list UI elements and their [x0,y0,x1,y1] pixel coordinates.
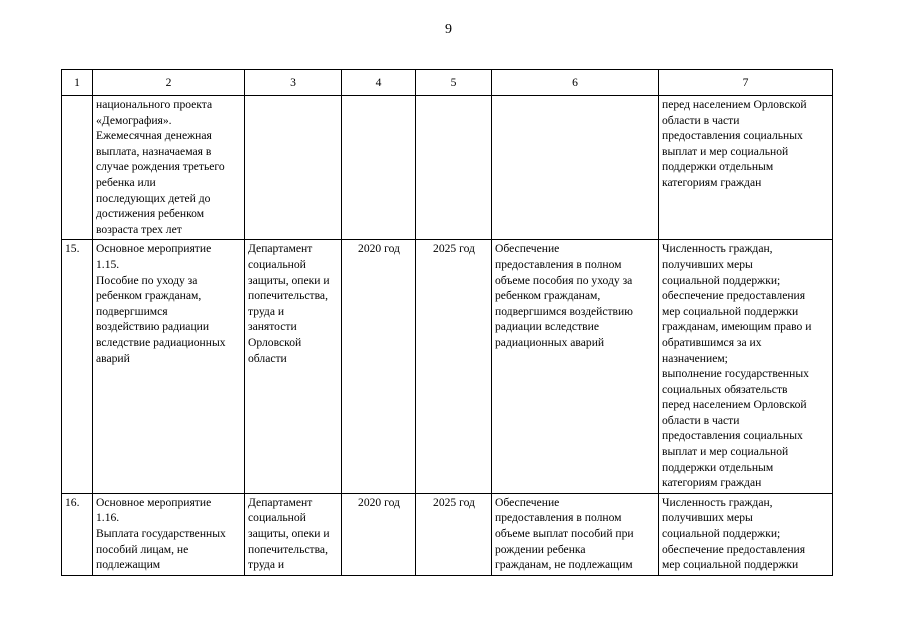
end-year-cell: 2025 год [416,240,492,494]
end-year-cell: 2025 год [416,493,492,575]
column-header: 7 [659,70,833,96]
indicator-cell: Численность граждан, получивших меры социальной поддержки; обеспечение предоставления мер социальной поддержки гражданам, имеющим право и обратившимся за их назначением; выполнение государственных социальных обязательств перед населением Орловской области в части предоставления социальных выплат и мер социальной поддержки отдельным категориям граждан [659,240,833,494]
executor-cell [245,96,342,240]
column-header: 6 [492,70,659,96]
start-year-cell: 2020 год [342,240,416,494]
end-year-cell [416,96,492,240]
indicator-cell: перед населением Орловской области в части предоставления социальных выплат и мер социальной поддержки отдельным категориям граждан [659,96,833,240]
table-header-row [62,70,833,96]
page-number: 9 [445,22,452,37]
column-header: 2 [93,70,245,96]
row-number-cell: 15. [62,240,93,494]
result-cell: Обеспечение предоставления в полном объеме пособия по уходу за ребенком гражданам, подвергшимся воздействию радиации вследствие радиационных аварий [492,240,659,494]
measures-table [61,69,833,576]
row-number-cell: 16. [62,493,93,575]
measure-cell: Основное мероприятие 1.16. Выплата государственных пособий лицам, не подлежащим [93,493,245,575]
table-row [62,240,833,494]
column-header: 1 [62,70,93,96]
column-header: 3 [245,70,342,96]
start-year-cell: 2020 год [342,493,416,575]
executor-cell: Департамент социальной защиты, опеки и попечительства, труда и занятости Орловской области [245,240,342,494]
measure-cell: национального проекта «Демография». Ежемесячная денежная выплата, назначаемая в случае рождения третьего ребенка или последующих детей до достижения ребенком возраста трех лет [93,96,245,240]
table-row [62,96,833,240]
column-header: 4 [342,70,416,96]
measure-cell: Основное мероприятие 1.15. Пособие по уходу за ребенком гражданам, подвергшимся воздействию радиации вследствие радиационных аварий [93,240,245,494]
result-cell: Обеспечение предоставления в полном объеме выплат пособий при рождении ребенка гражданам, не подлежащим [492,493,659,575]
indicator-cell: Численность граждан, получивших меры социальной поддержки; обеспечение предоставления мер социальной поддержки [659,493,833,575]
result-cell [492,96,659,240]
column-header: 5 [416,70,492,96]
table-row [62,493,833,575]
row-number-cell [62,96,93,240]
start-year-cell [342,96,416,240]
executor-cell: Департамент социальной защиты, опеки и попечительства, труда и [245,493,342,575]
